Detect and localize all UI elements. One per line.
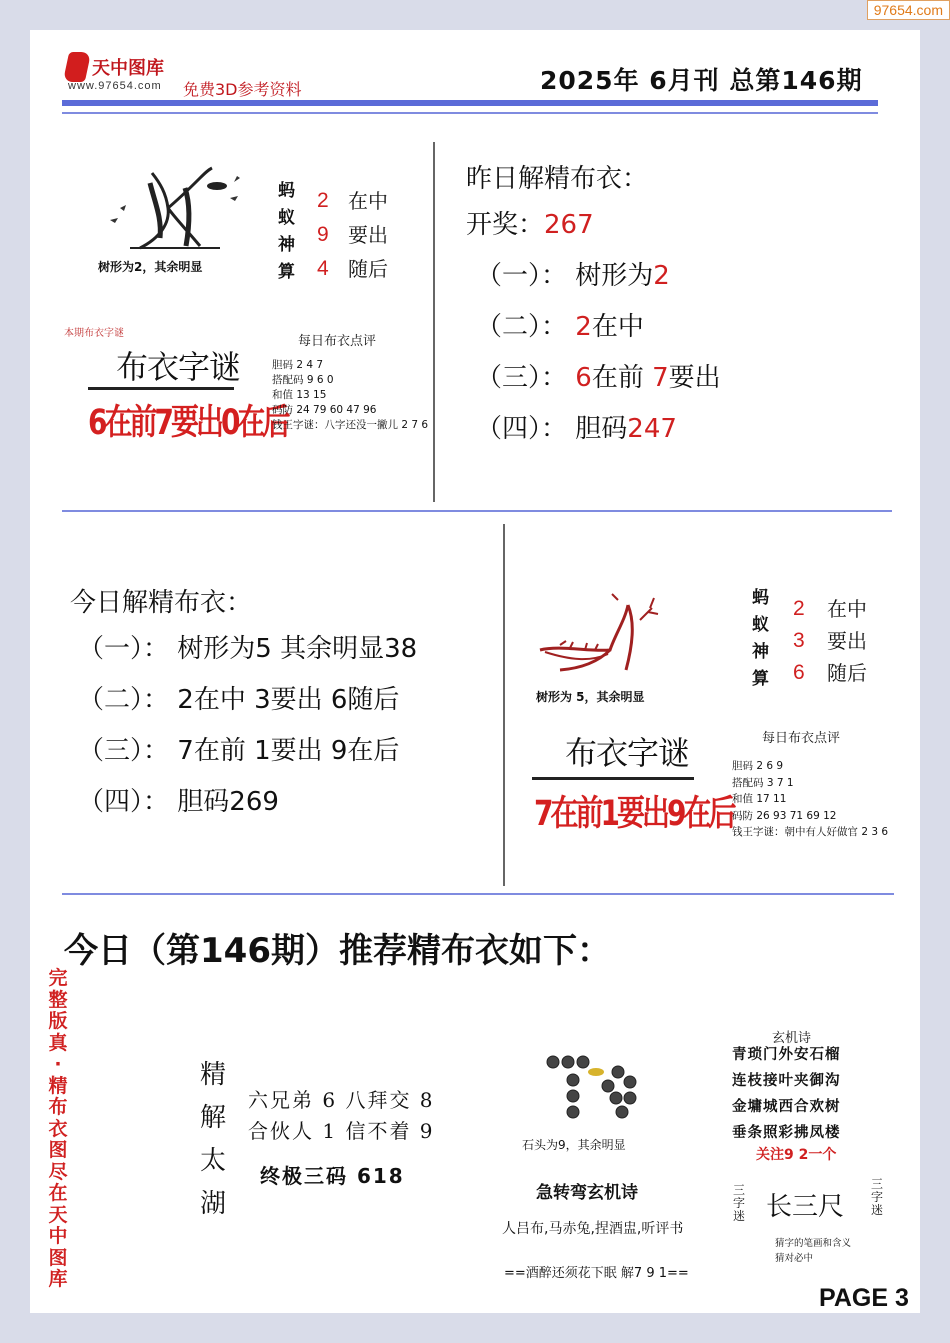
ant-text: 随后 — [348, 257, 388, 281]
ant-texts — [827, 593, 867, 689]
brand-url: www.97654.com — [68, 80, 162, 92]
item-red: 247 — [627, 414, 677, 444]
review-line: 胆码 2 6 9 — [732, 760, 784, 772]
stone-illustration — [538, 1050, 638, 1130]
ant-char: 算 — [278, 262, 295, 282]
today-item — [78, 675, 417, 726]
poem-line: 连枝接叶夹御沟 — [732, 1073, 841, 1089]
item-text: 7在前 1要出 9在后 — [177, 736, 400, 766]
review-line: 钱王字谜：朝中有人好做官 2 3 6 — [732, 826, 889, 838]
tree-caption: 树形为2，其余明显 — [98, 260, 203, 274]
review-list — [732, 758, 888, 841]
yesterday-item — [476, 302, 721, 353]
jizhuan-title: 急转弯玄机诗 — [536, 1183, 638, 1203]
page-number: PAGE 3 — [819, 1284, 909, 1312]
riddle-underline — [88, 387, 234, 390]
ant-text: 随后 — [827, 661, 867, 685]
review-line: 码防 26 93 71 69 12 — [732, 809, 837, 822]
tree-illustration-today — [530, 590, 700, 710]
item-red: 6 — [575, 363, 592, 393]
draw-label: 开奖： — [466, 210, 545, 240]
document-page — [30, 30, 920, 1313]
ant-number: 9 — [317, 223, 329, 246]
riddle-word: 长三尺 — [766, 1192, 845, 1222]
ant-label — [752, 585, 772, 693]
ant-texts — [348, 184, 388, 286]
item-text: 在中 — [591, 312, 644, 342]
stone-caption: 石头为9，其余明显 — [522, 1138, 626, 1152]
ant-char: 蚁 — [752, 615, 769, 635]
ant-numbers — [793, 593, 805, 689]
review-line: 码防 24 79 60 47 96 — [272, 404, 377, 416]
today-heading: 今日解精布衣： — [70, 588, 253, 618]
item-text: 胆码269 — [177, 787, 279, 817]
side-promo-text: 完整版真·精布衣图尽在天中图库 — [48, 967, 68, 1290]
review-line: 搭配码 9 6 0 — [272, 374, 334, 386]
ant-number: 2 — [793, 597, 805, 620]
stone-icon — [538, 1050, 638, 1130]
final-three-codes: 终极三码 618 — [260, 1164, 405, 1188]
brand-name: 天中图库 — [92, 58, 164, 79]
item-red: 7 — [652, 363, 669, 393]
draw-number: 267 — [544, 210, 594, 240]
ant-number: 2 — [317, 189, 329, 212]
section-divider — [62, 510, 892, 512]
jingjie-line: 合伙人 1 信不着 9 — [248, 1119, 435, 1143]
today-items — [78, 624, 417, 828]
item-prefix: （一）： — [476, 261, 568, 291]
today-item — [78, 624, 417, 675]
item-prefix: （三）： — [78, 736, 170, 766]
item-text: 树形为 — [575, 261, 654, 291]
poem-line: 青琐门外安石榴 — [732, 1047, 841, 1063]
site-watermark: 97654.com — [867, 0, 950, 20]
jizhuan-line: 人吕布,马赤兔,捏酒盅,听评书 — [502, 1221, 684, 1237]
review-line: 和值 13 15 — [272, 389, 327, 401]
item-text: 树形为5 其余明显38 — [177, 634, 418, 664]
ant-text: 在中 — [827, 597, 867, 621]
riddle-title: 布衣字谜 — [116, 348, 241, 386]
review-list — [272, 358, 428, 433]
item-prefix: （二）： — [78, 685, 170, 715]
ant-text: 要出 — [827, 629, 867, 653]
riddle-answer: 6在前7要出0在后 — [88, 401, 288, 443]
item-prefix: （四）： — [78, 787, 170, 817]
review-line: 钱王字谜：八字还没一撇儿 2 7 6 — [272, 419, 429, 431]
header-divider-thin — [62, 112, 878, 114]
riddle-underline — [532, 777, 694, 780]
ant-numbers — [317, 184, 329, 286]
header-subtitle: 免费3D参考资料 — [183, 80, 302, 99]
jingjie-label: 精解太湖 — [199, 1060, 226, 1219]
draw-result — [466, 200, 594, 251]
ant-char: 神 — [278, 235, 295, 255]
item-red: 2 — [653, 261, 670, 291]
yesterday-item — [476, 404, 721, 455]
ant-char: 蚂 — [752, 588, 769, 608]
ant-number: 6 — [793, 661, 805, 684]
yesterday-heading: 昨日解精布衣： — [466, 164, 649, 194]
jizhuan-answer: ==酒醉还须花下眠 解7 9 1== — [504, 1266, 689, 1281]
riddle-header: 本期布衣字谜 — [64, 328, 124, 339]
item-prefix: （一）： — [78, 634, 170, 664]
riddle-answer: 7在前1要出9在后 — [534, 792, 734, 834]
review-line: 和值 17 11 — [732, 793, 787, 805]
recommend-title: 今日（第146期）推荐精布衣如下： — [64, 931, 611, 971]
review-line: 胆码 2 4 7 — [272, 359, 324, 371]
ant-number: 4 — [317, 257, 329, 280]
sanzi-right: 三字迷 — [870, 1177, 883, 1217]
sanzi-left: 三字迷 — [732, 1183, 745, 1223]
item-text: 要出 — [668, 363, 721, 393]
poem-line: 垂条照彩拂凤楼 — [732, 1125, 841, 1141]
riddle-note: 猜对必中 — [775, 1253, 814, 1264]
review-line: 搭配码 3 7 1 — [732, 776, 794, 789]
ant-text: 在中 — [348, 189, 388, 213]
section-divider — [62, 893, 894, 895]
yesterday-item — [476, 353, 721, 404]
item-red: 2 — [575, 312, 592, 342]
ant-char: 算 — [752, 669, 769, 689]
item-prefix: （三）： — [476, 363, 568, 393]
logo-mark-icon — [63, 52, 91, 82]
item-prefix: （四）： — [476, 414, 568, 444]
today-item — [78, 777, 417, 828]
ant-text: 要出 — [348, 223, 388, 247]
column-divider — [503, 524, 505, 886]
today-item — [78, 726, 417, 777]
riddle-note: 猜字的笔画和含义 — [775, 1238, 852, 1249]
jingjie-line: 六兄弟 6 八拜交 8 — [248, 1088, 435, 1112]
item-text: 2在中 3要出 6随后 — [177, 685, 400, 715]
xuanji-title: 玄机诗 — [772, 1031, 812, 1046]
item-text: 在前 — [591, 363, 653, 393]
yesterday-items — [476, 251, 721, 455]
review-title: 每日布衣点评 — [762, 731, 841, 746]
tree-icon — [530, 590, 700, 690]
ant-char: 蚂 — [278, 181, 295, 201]
ant-char: 神 — [752, 642, 769, 662]
tree-icon — [90, 148, 260, 258]
poem-line: 金墉城西合欢树 — [732, 1099, 841, 1115]
xuanji-poem — [732, 1042, 841, 1146]
riddle-title: 布衣字谜 — [565, 734, 690, 772]
review-title: 每日布衣点评 — [298, 334, 377, 349]
ant-label — [278, 178, 298, 286]
item-prefix: （二）： — [476, 312, 568, 342]
tree-caption: 树形为 5，其余明显 — [536, 690, 645, 704]
item-text: 胆码 — [575, 414, 628, 444]
focus-hint: 关注9 2一个 — [756, 1147, 837, 1163]
tree-illustration-yesterday — [90, 148, 260, 288]
yesterday-item — [476, 251, 721, 302]
column-divider — [433, 142, 435, 502]
header-divider — [62, 100, 878, 106]
ant-char: 蚁 — [278, 208, 295, 228]
ant-number: 3 — [793, 629, 805, 652]
issue-label: 2025年 6月刊 总第146期 — [540, 66, 863, 95]
